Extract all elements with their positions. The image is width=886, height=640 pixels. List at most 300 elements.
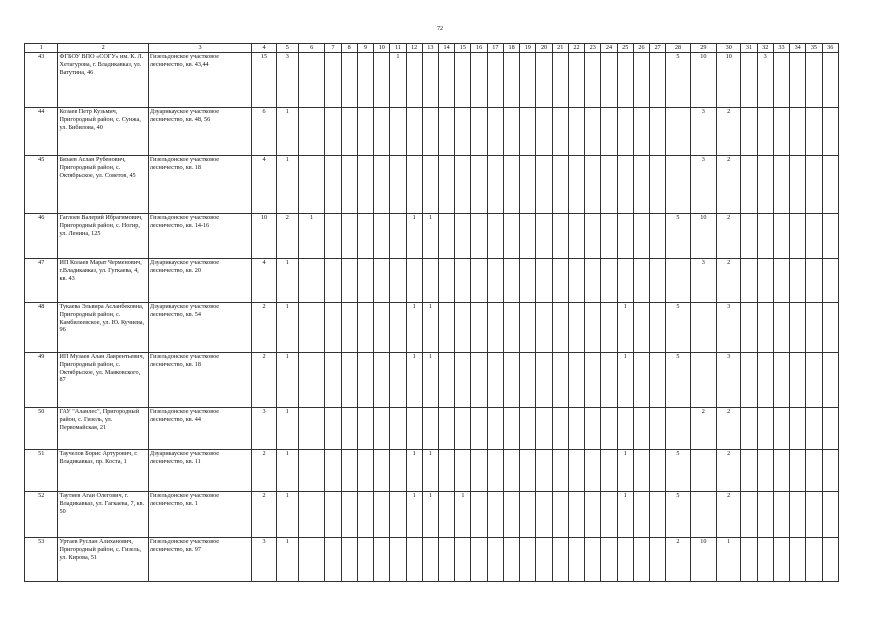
value-cell <box>536 450 552 492</box>
value-cell <box>790 538 806 582</box>
value-cell <box>471 450 487 492</box>
value-cell <box>357 214 373 259</box>
table-row <box>25 156 839 214</box>
value-cell <box>357 408 373 450</box>
value-cell: 10 <box>690 214 716 259</box>
value-cell <box>790 259 806 303</box>
value-cell <box>536 353 552 408</box>
value-cell <box>585 408 601 450</box>
value-cell <box>471 214 487 259</box>
column-header: 26 <box>633 44 649 53</box>
value-cell: 1 <box>276 353 298 408</box>
value-cell <box>568 408 584 450</box>
value-cell <box>552 538 568 582</box>
column-header: 7 <box>325 44 341 53</box>
value-cell <box>390 492 406 538</box>
value-cell <box>568 214 584 259</box>
value-cell <box>601 53 617 108</box>
column-header: 17 <box>487 44 503 53</box>
value-cell <box>471 492 487 538</box>
value-cell <box>374 450 390 492</box>
value-cell <box>617 156 633 214</box>
value-cell <box>806 156 822 214</box>
row-number: 51 <box>25 450 58 492</box>
value-cell: 1 <box>406 450 422 492</box>
forestry-location: Дзуарикауское участковое лесничество, кв. 54 <box>148 303 252 353</box>
forestry-location: Дзуарикауское участковое лесничество, кв. 48, 56 <box>148 108 252 156</box>
value-cell: 3 <box>690 259 716 303</box>
value-cell: 2 <box>666 538 690 582</box>
forestry-location: Гизельдонское участковое лесничество, кв. 97 <box>148 538 252 582</box>
value-cell <box>357 53 373 108</box>
value-cell <box>650 53 666 108</box>
value-cell: 3 <box>717 303 741 353</box>
value-cell <box>585 108 601 156</box>
value-cell: 1 <box>617 353 633 408</box>
value-cell <box>390 156 406 214</box>
value-cell <box>299 259 325 303</box>
value-cell <box>536 303 552 353</box>
value-cell <box>455 53 471 108</box>
value-cell <box>741 538 757 582</box>
column-header: 5 <box>276 44 298 53</box>
value-cell <box>585 538 601 582</box>
value-cell <box>341 214 357 259</box>
forestry-location: Гизельдонское участковое лесничество, кв. 44 <box>148 408 252 450</box>
value-cell <box>390 450 406 492</box>
table-row <box>25 259 839 303</box>
value-cell <box>341 538 357 582</box>
value-cell <box>822 408 838 450</box>
value-cell <box>487 538 503 582</box>
value-cell <box>757 408 773 450</box>
value-cell <box>822 53 838 108</box>
column-header: 34 <box>790 44 806 53</box>
user-name-address: ГАУ "Аланлес", Пригородный район, с. Гизель, ул. Первомайская, 21 <box>58 408 148 450</box>
value-cell <box>520 450 536 492</box>
value-cell <box>617 408 633 450</box>
value-cell <box>374 408 390 450</box>
value-cell <box>806 53 822 108</box>
value-cell <box>790 156 806 214</box>
value-cell: 1 <box>406 353 422 408</box>
row-number: 44 <box>25 108 58 156</box>
value-cell <box>390 108 406 156</box>
value-cell <box>341 408 357 450</box>
value-cell <box>422 538 438 582</box>
value-cell <box>773 53 789 108</box>
value-cell: 1 <box>617 492 633 538</box>
value-cell <box>325 353 341 408</box>
table-row <box>25 214 839 259</box>
value-cell <box>568 450 584 492</box>
value-cell <box>741 259 757 303</box>
value-cell <box>471 303 487 353</box>
value-cell <box>536 259 552 303</box>
value-cell: 3 <box>717 353 741 408</box>
value-cell <box>741 408 757 450</box>
column-header: 36 <box>822 44 838 53</box>
forestry-location: Дзуарикауское участковое лесничество, кв. 11 <box>148 450 252 492</box>
table-row <box>25 492 839 538</box>
value-cell <box>357 259 373 303</box>
value-cell <box>487 259 503 303</box>
value-cell <box>757 214 773 259</box>
value-cell <box>822 353 838 408</box>
table-row <box>25 353 839 408</box>
column-header: 10 <box>374 44 390 53</box>
value-cell <box>520 303 536 353</box>
column-header: 14 <box>439 44 455 53</box>
value-cell <box>601 492 617 538</box>
value-cell <box>690 303 716 353</box>
page-number: 72 <box>437 26 443 32</box>
value-cell <box>503 53 519 108</box>
value-cell <box>741 108 757 156</box>
value-cell <box>741 450 757 492</box>
column-header: 19 <box>520 44 536 53</box>
value-cell <box>617 53 633 108</box>
value-cell <box>790 214 806 259</box>
value-cell <box>617 214 633 259</box>
value-cell <box>341 156 357 214</box>
value-cell <box>520 408 536 450</box>
value-cell <box>487 408 503 450</box>
value-cell: 15 <box>252 53 276 108</box>
value-cell <box>757 259 773 303</box>
value-cell <box>552 156 568 214</box>
user-name-address: ИП Колаев Марат Черменович, г.Владикавказ, ул. Гугкаева, 4, кв. 43 <box>58 259 148 303</box>
value-cell <box>422 156 438 214</box>
value-cell: 1 <box>276 303 298 353</box>
value-cell <box>633 303 649 353</box>
value-cell: 3 <box>252 538 276 582</box>
value-cell <box>690 450 716 492</box>
value-cell <box>299 408 325 450</box>
value-cell <box>455 214 471 259</box>
user-name-address: Гаглоев Валерий Ибрагимович, Пригородный район, с. Ногир, ул. Ленина, 125 <box>58 214 148 259</box>
value-cell <box>471 353 487 408</box>
value-cell: 5 <box>666 214 690 259</box>
value-cell <box>325 450 341 492</box>
value-cell <box>406 259 422 303</box>
value-cell <box>741 353 757 408</box>
forestry-location: Гизельдонское участковое лесничество, кв. 18 <box>148 156 252 214</box>
user-name-address: Таучелов Борис Артурович, г. Владикавказ, пр. Коста, 1 <box>58 450 148 492</box>
value-cell: 4 <box>252 156 276 214</box>
value-cell <box>406 156 422 214</box>
row-number: 47 <box>25 259 58 303</box>
value-cell <box>439 108 455 156</box>
table-row <box>25 53 839 108</box>
user-name-address: Таутиев Агаи Олегович, г. Владикавказ, ул. Гагкаева, 7, кв. 50 <box>58 492 148 538</box>
value-cell <box>601 214 617 259</box>
value-cell <box>773 450 789 492</box>
value-cell <box>601 259 617 303</box>
column-header: 24 <box>601 44 617 53</box>
value-cell <box>552 53 568 108</box>
value-cell <box>757 156 773 214</box>
value-cell: 1 <box>617 450 633 492</box>
value-cell <box>374 353 390 408</box>
value-cell <box>520 538 536 582</box>
column-header: 11 <box>390 44 406 53</box>
value-cell <box>822 492 838 538</box>
value-cell: 10 <box>252 214 276 259</box>
value-cell <box>585 492 601 538</box>
value-cell <box>439 303 455 353</box>
value-cell <box>471 408 487 450</box>
value-cell <box>650 492 666 538</box>
value-cell <box>390 408 406 450</box>
value-cell <box>601 450 617 492</box>
value-cell <box>822 303 838 353</box>
value-cell <box>439 353 455 408</box>
value-cell <box>822 259 838 303</box>
value-cell <box>633 156 649 214</box>
value-cell: 1 <box>455 492 471 538</box>
value-cell <box>822 214 838 259</box>
value-cell: 5 <box>666 53 690 108</box>
value-cell <box>487 214 503 259</box>
value-cell <box>741 492 757 538</box>
value-cell <box>585 156 601 214</box>
value-cell <box>633 259 649 303</box>
value-cell: 2 <box>717 108 741 156</box>
value-cell <box>617 108 633 156</box>
value-cell <box>690 492 716 538</box>
value-cell <box>806 303 822 353</box>
value-cell: 1 <box>276 108 298 156</box>
value-cell <box>552 450 568 492</box>
value-cell <box>341 353 357 408</box>
value-cell <box>487 108 503 156</box>
column-header: 4 <box>252 44 276 53</box>
value-cell: 1 <box>406 303 422 353</box>
value-cell <box>503 108 519 156</box>
table-row <box>25 450 839 492</box>
value-cell <box>325 408 341 450</box>
value-cell <box>536 214 552 259</box>
value-cell <box>439 214 455 259</box>
column-header: 33 <box>773 44 789 53</box>
value-cell <box>822 450 838 492</box>
value-cell <box>650 303 666 353</box>
value-cell <box>357 492 373 538</box>
value-cell: 2 <box>252 303 276 353</box>
value-cell <box>422 108 438 156</box>
forest-usage-table <box>24 43 839 582</box>
value-cell <box>503 492 519 538</box>
value-cell <box>822 156 838 214</box>
value-cell <box>666 408 690 450</box>
value-cell: 1 <box>422 353 438 408</box>
column-header: 6 <box>299 44 325 53</box>
column-header: 12 <box>406 44 422 53</box>
value-cell <box>471 53 487 108</box>
value-cell <box>520 259 536 303</box>
value-cell <box>325 108 341 156</box>
value-cell <box>455 353 471 408</box>
forestry-location: Гизельдонское участковое лесничество, кв. 18 <box>148 353 252 408</box>
value-cell <box>650 259 666 303</box>
value-cell <box>455 156 471 214</box>
value-cell <box>773 214 789 259</box>
value-cell <box>374 214 390 259</box>
value-cell <box>455 450 471 492</box>
column-header: 32 <box>757 44 773 53</box>
value-cell <box>806 408 822 450</box>
value-cell <box>552 214 568 259</box>
row-number: 52 <box>25 492 58 538</box>
value-cell <box>633 538 649 582</box>
value-cell <box>568 538 584 582</box>
value-cell: 2 <box>717 156 741 214</box>
value-cell <box>666 108 690 156</box>
value-cell <box>503 408 519 450</box>
value-cell <box>341 450 357 492</box>
table-row <box>25 538 839 582</box>
value-cell: 2 <box>252 450 276 492</box>
value-cell <box>455 538 471 582</box>
value-cell <box>341 108 357 156</box>
value-cell <box>585 259 601 303</box>
value-cell <box>601 408 617 450</box>
value-cell <box>341 303 357 353</box>
value-cell <box>455 303 471 353</box>
value-cell <box>471 108 487 156</box>
value-cell <box>617 259 633 303</box>
value-cell <box>585 353 601 408</box>
value-cell <box>422 408 438 450</box>
value-cell <box>487 353 503 408</box>
value-cell <box>790 353 806 408</box>
column-header: 21 <box>552 44 568 53</box>
value-cell: 1 <box>276 450 298 492</box>
value-cell <box>617 538 633 582</box>
value-cell <box>552 259 568 303</box>
value-cell <box>806 259 822 303</box>
value-cell <box>773 492 789 538</box>
value-cell: 1 <box>276 156 298 214</box>
value-cell: 2 <box>717 450 741 492</box>
value-cell <box>552 108 568 156</box>
value-cell <box>741 303 757 353</box>
value-cell <box>585 450 601 492</box>
value-cell <box>406 408 422 450</box>
value-cell: 5 <box>666 492 690 538</box>
value-cell <box>503 538 519 582</box>
forestry-location: Гизельдонское участковое лесничество, кв. 14-16 <box>148 214 252 259</box>
value-cell <box>455 259 471 303</box>
value-cell <box>773 108 789 156</box>
value-cell: 1 <box>422 450 438 492</box>
value-cell: 5 <box>666 450 690 492</box>
user-name-address: Козаев Петр Кузьмич, Пригородный район, с. Сунжа, ул. Бибилова, 40 <box>58 108 148 156</box>
value-cell <box>520 353 536 408</box>
value-cell <box>822 108 838 156</box>
value-cell <box>374 538 390 582</box>
value-cell <box>790 492 806 538</box>
value-cell <box>299 53 325 108</box>
value-cell <box>325 214 341 259</box>
value-cell <box>357 108 373 156</box>
value-cell <box>520 53 536 108</box>
value-cell <box>471 538 487 582</box>
value-cell <box>757 303 773 353</box>
value-cell <box>536 538 552 582</box>
value-cell <box>633 53 649 108</box>
value-cell <box>487 492 503 538</box>
value-cell <box>773 353 789 408</box>
row-number: 45 <box>25 156 58 214</box>
value-cell: 2 <box>717 492 741 538</box>
value-cell: 3 <box>757 53 773 108</box>
value-cell <box>299 108 325 156</box>
value-cell <box>422 259 438 303</box>
value-cell <box>552 408 568 450</box>
value-cell <box>585 303 601 353</box>
value-cell: 1 <box>276 492 298 538</box>
value-cell <box>585 214 601 259</box>
value-cell <box>552 353 568 408</box>
value-cell <box>299 353 325 408</box>
value-cell <box>503 303 519 353</box>
column-header: 25 <box>617 44 633 53</box>
value-cell <box>471 156 487 214</box>
row-number: 53 <box>25 538 58 582</box>
row-number: 46 <box>25 214 58 259</box>
value-cell <box>503 214 519 259</box>
value-cell: 6 <box>252 108 276 156</box>
value-cell <box>299 492 325 538</box>
value-cell <box>757 492 773 538</box>
value-cell <box>790 408 806 450</box>
value-cell <box>790 450 806 492</box>
value-cell <box>633 492 649 538</box>
value-cell <box>390 259 406 303</box>
column-header: 18 <box>503 44 519 53</box>
column-header: 28 <box>666 44 690 53</box>
user-name-address: ФГБОУ ВПО «СОГУ» им. К. Л. Хетагурова, г. Владикавказ, ул. Ватутина, 46 <box>58 53 148 108</box>
value-cell <box>601 303 617 353</box>
column-header: 9 <box>357 44 373 53</box>
value-cell <box>536 53 552 108</box>
value-cell <box>406 108 422 156</box>
value-cell <box>520 492 536 538</box>
value-cell <box>299 303 325 353</box>
value-cell <box>741 156 757 214</box>
value-cell <box>806 108 822 156</box>
value-cell: 2 <box>717 214 741 259</box>
value-cell <box>806 214 822 259</box>
row-number: 50 <box>25 408 58 450</box>
value-cell <box>536 408 552 450</box>
value-cell <box>341 259 357 303</box>
value-cell: 3 <box>252 408 276 450</box>
value-cell <box>357 353 373 408</box>
value-cell <box>757 108 773 156</box>
value-cell <box>790 303 806 353</box>
value-cell <box>552 492 568 538</box>
value-cell <box>568 156 584 214</box>
value-cell <box>757 353 773 408</box>
value-cell <box>633 408 649 450</box>
value-cell <box>806 353 822 408</box>
table-row <box>25 303 839 353</box>
value-cell <box>299 538 325 582</box>
value-cell <box>650 450 666 492</box>
